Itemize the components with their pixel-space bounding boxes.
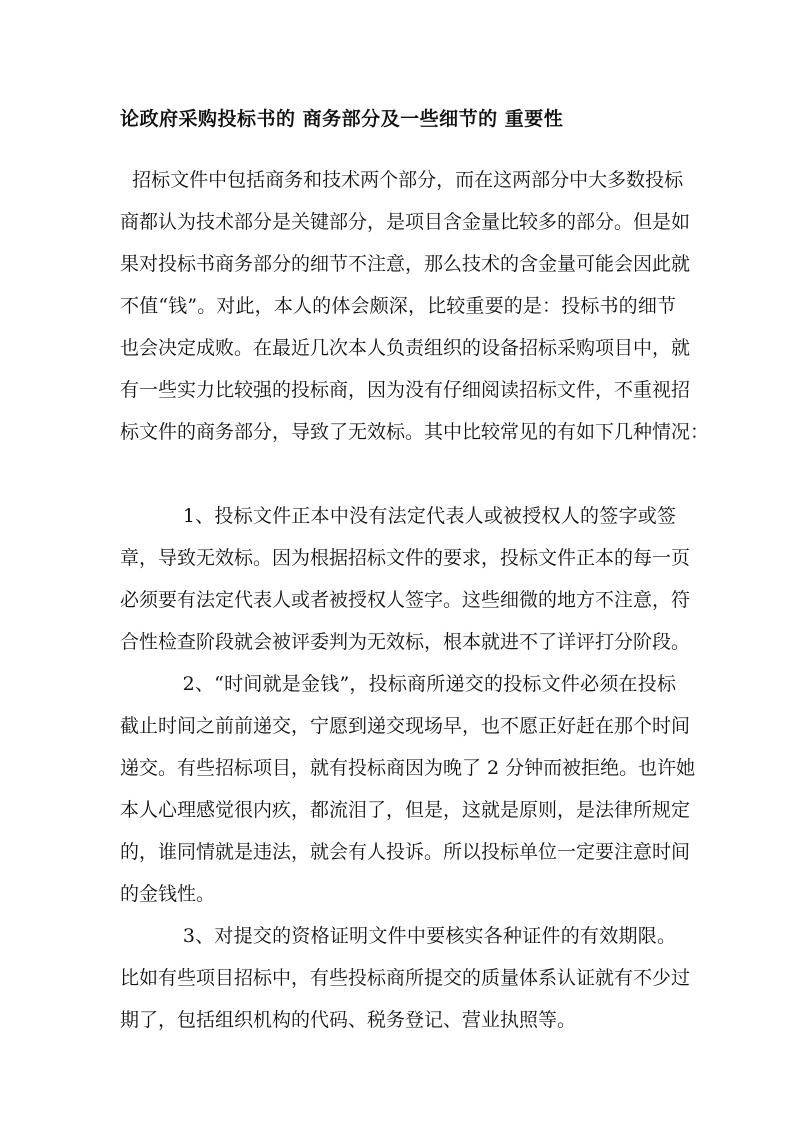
text-line: 合性检查阶段就会被评委判为无效标，根本就进不了详评打分阶段。 bbox=[120, 631, 691, 653]
text-line: 果对投标书商务部分的细节不注意，那么技术的含金量可能会因此就 bbox=[120, 253, 691, 275]
text-line: 截止时间之前前递交，宁愿到递交现场早，也不愿正好赶在那个时间 bbox=[120, 715, 691, 737]
text-line: 必须要有法定代表人或者被授权人签字。这些细微的地方不注意，符 bbox=[120, 589, 691, 611]
item-2-paragraph bbox=[120, 663, 696, 915]
text-line: 比如有些项目招标中，有些投标商所提交的质量体系认证就有不少过 bbox=[120, 967, 691, 989]
intro-paragraph bbox=[120, 159, 710, 453]
text-line: 本人心理感觉很内疚，都流泪了，但是，这就是原则，是法律所规定 bbox=[120, 799, 691, 821]
text-line: 的，谁同情就是违法，就会有人投诉。所以投标单位一定要注意时间 bbox=[120, 841, 691, 863]
text-line: 章，导致无效标。因为根据招标文件的要求，投标文件正本的每一页 bbox=[120, 547, 691, 569]
text-line: 商都认为技术部分是关键部分，是项目含金量比较多的部分。但是如 bbox=[120, 211, 691, 233]
text-line: 标文件的商务部分，导致了无效标。其中比较常见的有如下几种情况： bbox=[120, 421, 710, 443]
document-body bbox=[120, 159, 710, 1041]
text-line: 招标文件中包括商务和技术两个部分，而在这两部分中大多数投标 bbox=[120, 169, 684, 191]
text-line: 不值“钱”。对此，本人的体会颇深，比较重要的是：投标书的细节 bbox=[120, 295, 676, 317]
text-line: 也会决定成败。在最近几次本人负责组织的设备招标采购项目中，就 bbox=[120, 337, 691, 359]
item-3-paragraph bbox=[120, 915, 691, 1041]
blank-line bbox=[120, 453, 676, 495]
text-line: 递交。有些招标项目，就有投标商因为晚了 2 分钟而被拒绝。也许她 bbox=[120, 757, 696, 779]
text-line: 期了，包括组织机构的代码、税务登记、营业执照等。 bbox=[120, 1009, 577, 1031]
text-line: 有一些实力比较强的投标商，因为没有仔细阅读招标文件，不重视招 bbox=[120, 379, 691, 401]
text-line: 2、“时间就是金钱”，投标商所递交的投标文件必须在投标 bbox=[120, 673, 676, 695]
text-line: 3、对提交的资格证明文件中要核实各种证件的有效期限。 bbox=[120, 925, 676, 947]
text-line: 1、投标文件正本中没有法定代表人或被授权人的签字或签 bbox=[120, 505, 676, 527]
document-title: 论政府采购投标书的 商务部分及一些细节的 重要性 bbox=[120, 108, 564, 130]
text-line: 的金钱性。 bbox=[120, 883, 216, 905]
item-1-paragraph bbox=[120, 495, 691, 663]
